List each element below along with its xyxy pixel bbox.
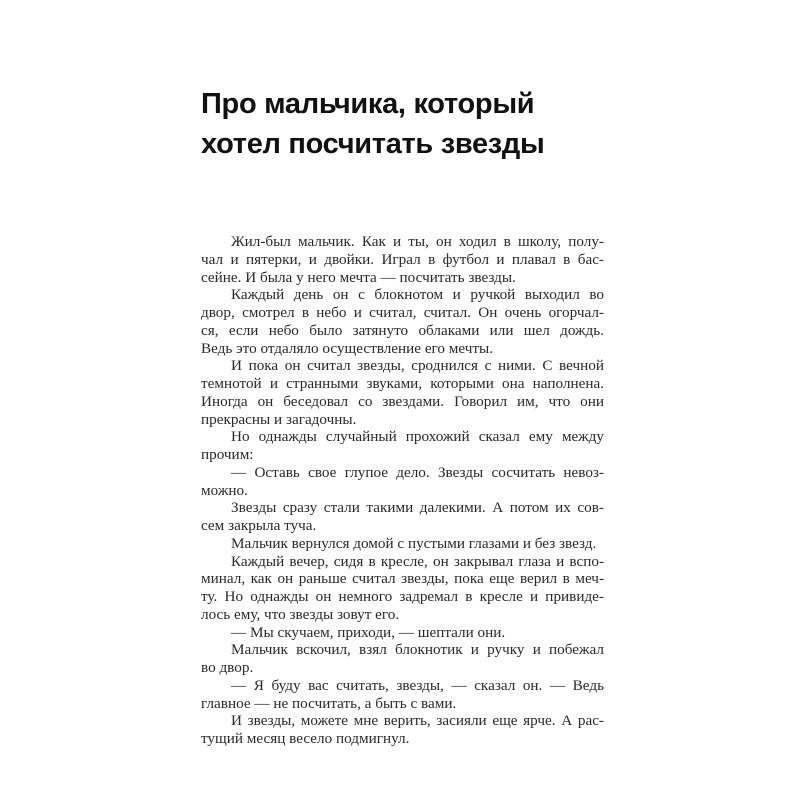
text-line: минал, как он раньше считал звезды, пока еще верил в меч- (201, 570, 604, 588)
text-line: Жил-был мальчик. Как и ты, он ходил в школу, полу- (231, 233, 604, 250)
title-line: хотел посчитать звезды (201, 128, 545, 160)
text-line: Каждый вечер, сидя в кресле, он закрывал глаза и вспо- (231, 552, 604, 570)
text-line: сейне. И была у него мечта — посчитать звезды. (201, 268, 516, 286)
text-line: — Я буду вас считать, звезды, — сказал он. — Ведь (231, 676, 604, 694)
text-line: главное — не посчитать, а быть с вами. (201, 694, 457, 712)
text-line: — Мы скучаем, приходи, — шептали они. (231, 623, 506, 641)
text-line: Звезды сразу стали такими далекими. А потом их сов- (231, 499, 604, 517)
text-line: Мальчик вернулся домой с пустыми глазами и без звезд. (231, 534, 597, 552)
story-text (201, 233, 604, 748)
text-line: прочим: (201, 446, 254, 463)
text-line: сем закрыла туча. (201, 517, 317, 534)
text-line: темнотой и странными звуками, которыми она наполнена. (201, 375, 604, 392)
text-line: во двор. (201, 659, 254, 676)
text-line: — Оставь свое глупое дело. Звезды сосчитать невоз- (231, 463, 604, 481)
page-title (201, 84, 545, 164)
text-line: ся, если небо было затянуто облаками или шел дождь. (201, 321, 604, 339)
text-line: чал и пятерки, и двойки. Играл в футбол и плавал в бас- (201, 250, 604, 268)
text-line: двор, смотрел в небо и считал, считал. Он очень огорчал- (201, 304, 604, 321)
text-line: И звезды, можете мне верить, засияли еще ярче. А рас- (231, 712, 604, 730)
text-line: Мальчик вскочил, взял блокнотик и ручку и побежал (231, 641, 604, 659)
text-line: лось ему, что звезды зовут его. (201, 605, 400, 623)
text-line: Но однажды случайный прохожий сказал ему между (231, 428, 604, 446)
text-line: Иногда он беседовал со звездами. Говорил им, что они (201, 392, 604, 410)
text-line: Каждый день он с блокнотом и ручкой выходил во (231, 286, 604, 304)
text-line: можно. (201, 481, 248, 499)
text-line: ту. Но однажды он немного задремал в кресле и привиде- (201, 588, 604, 605)
title-line: Про мальчика, который (201, 88, 535, 120)
text-line: И пока он считал звезды, сроднился с ними. С вечной (231, 357, 604, 375)
text-line: Ведь это отдаляло осуществление его мечты. (201, 339, 494, 357)
text-line: тущий месяц весело подмигнул. (201, 730, 410, 747)
text-line: прекрасны и загадочны. (201, 410, 357, 428)
